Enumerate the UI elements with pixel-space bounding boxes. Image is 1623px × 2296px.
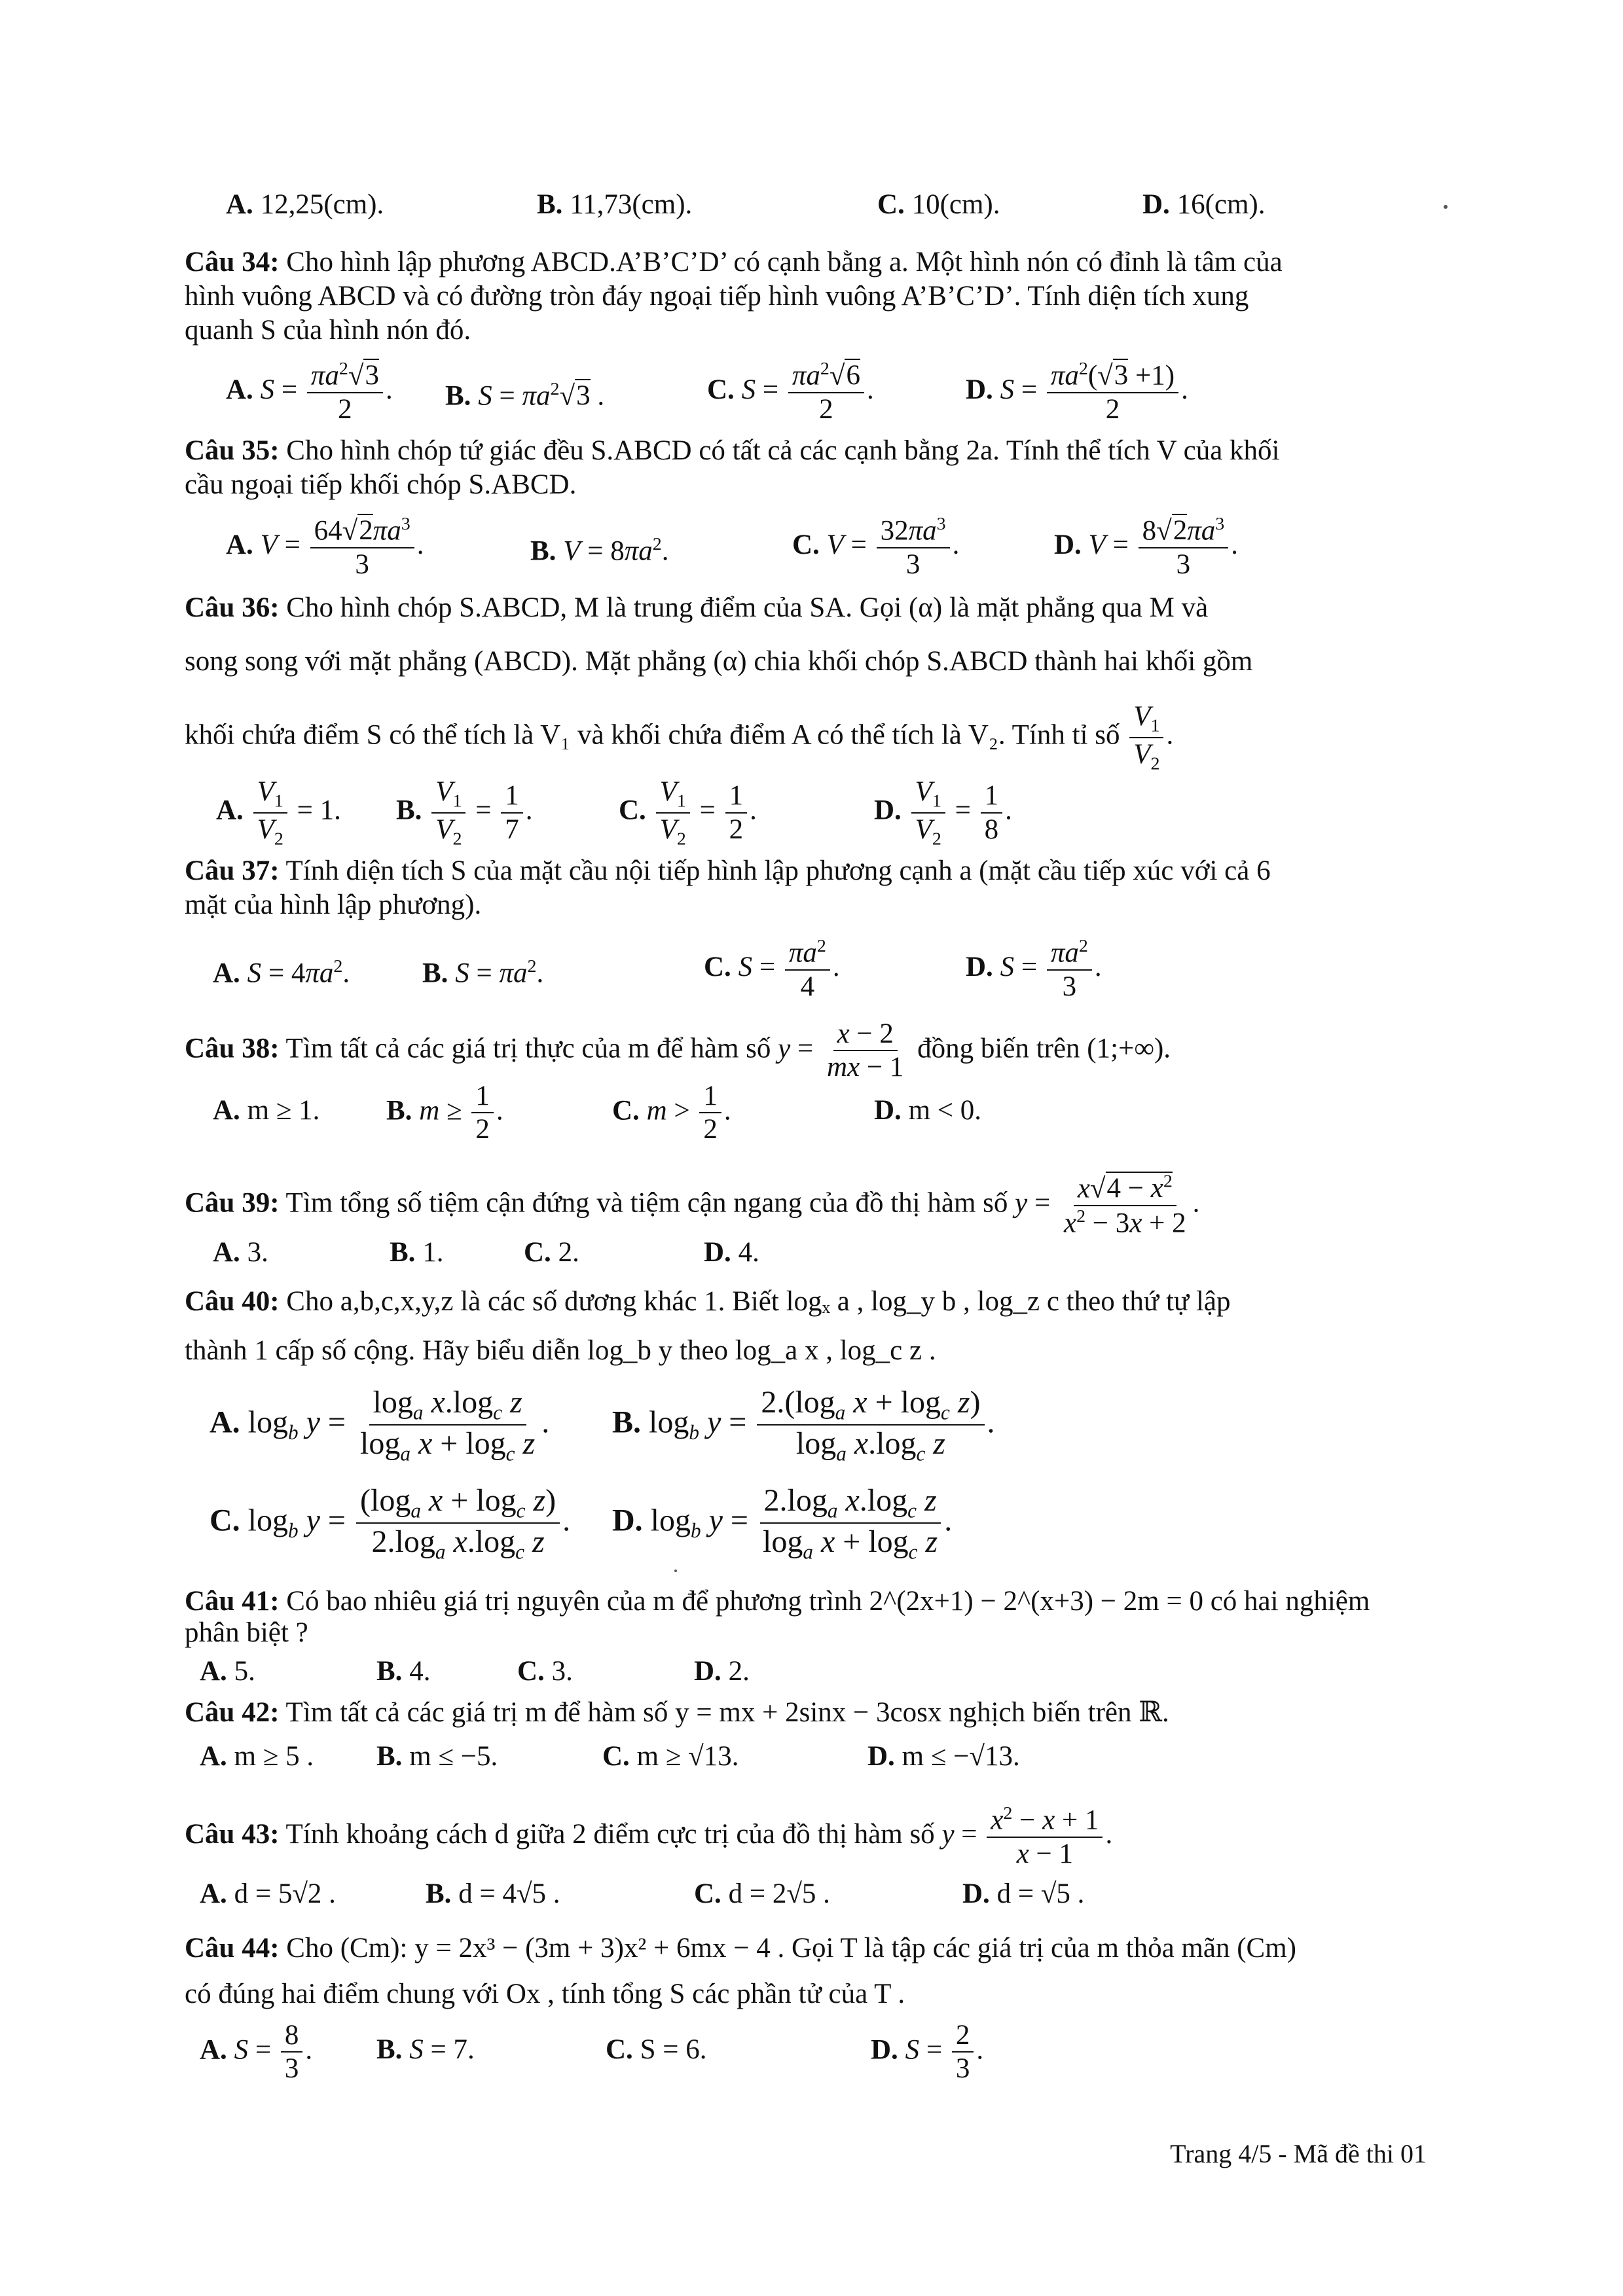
option-text: S = 6. <box>640 2034 707 2065</box>
option-text: m ≥ √13. <box>636 1741 739 1772</box>
option-label: B. <box>445 380 471 412</box>
q37-option-d: D. S = $\frac{\pi a^2}{3}$ . <box>966 936 1102 1002</box>
q41-option-a <box>200 1653 255 1691</box>
option-text: 4. <box>409 1656 431 1687</box>
option-text: m ≥ 5 . <box>234 1741 314 1772</box>
q42-option-a <box>200 1738 314 1776</box>
question-text: Cho (Cm): y = 2x³ − (3m + 3)x² + 6mx − 4 . Gọi T là tập các giá trị của m thỏa mãn (Cm) <box>286 1933 1296 1964</box>
option-label: C. <box>517 1656 545 1687</box>
option-text: 2. <box>728 1656 750 1687</box>
q40-option-c: C. $\log_b y$ = $\frac{(\log_a x + \log_c z)}{2.\log_a x.\log_c z}$ . <box>210 1483 571 1564</box>
question-number: Câu 41: <box>185 1586 280 1617</box>
option-label: D. <box>704 1237 731 1268</box>
question-text: cầu ngoại tiếp khối chóp S.ABCD. <box>185 469 577 500</box>
q34-line-3 <box>185 312 471 350</box>
q38-option-a <box>213 1092 319 1130</box>
question-text: Tìm tất cả các giá trị thực của m để hàm số <box>285 1033 771 1064</box>
option-text: d = 5√2 . <box>234 1878 336 1909</box>
option-label: B. <box>376 2034 403 2065</box>
q44-option-a: A. S = $\frac{8}{3}$ . <box>200 2020 313 2085</box>
question-number: Câu 42: <box>185 1697 280 1728</box>
option-label: C. <box>694 1878 721 1909</box>
question-number: Câu 36: <box>185 592 280 623</box>
question-text: Tìm tổng số tiệm cận đứng và tiệm cận ngang của đồ thị hàm số <box>285 1187 1008 1219</box>
option-label: A. <box>200 1741 227 1772</box>
q35-line-1 <box>185 432 1280 470</box>
option-text: 11,73(cm). <box>570 189 693 220</box>
option-label: B. <box>376 1656 403 1687</box>
option-text: 10(cm). <box>911 189 1000 220</box>
option-text: d = 2√5 . <box>728 1878 830 1909</box>
q38-option-c: C. m > $\frac{1}{2}$ . <box>612 1081 731 1145</box>
q36-option-b: B. $\frac{V_1}{V_2}$ = $\frac{1}{7}$ . <box>396 776 533 850</box>
q41-option-c <box>517 1653 573 1691</box>
option-text: d = √5 . <box>996 1878 1085 1909</box>
option-label: B. <box>426 1878 452 1909</box>
q39-option-d <box>704 1234 759 1272</box>
question-text: phân biệt ? <box>185 1617 308 1648</box>
option-text: 3. <box>551 1656 573 1687</box>
q33-option-c <box>877 186 1000 224</box>
question-number: Câu 39: <box>185 1187 280 1219</box>
q35-line-2 <box>185 466 576 504</box>
q34-line-1 <box>185 243 1283 281</box>
q43-option-d <box>962 1875 1084 1913</box>
q39-option-c <box>524 1234 579 1272</box>
q40-line-2 <box>185 1332 936 1370</box>
question-number: Câu 40: <box>185 1286 280 1317</box>
question-text: thành 1 cấp số cộng. Hãy biểu diễn log_b y theo log_a x , log_c z . <box>185 1335 936 1366</box>
q36-line-2 <box>185 643 1252 681</box>
q37-option-c: C. S = $\frac{\pi a^2}{4}$ . <box>704 936 840 1002</box>
option-label: C. <box>704 951 731 982</box>
option-label: A. <box>200 1878 227 1909</box>
option-label: B. <box>390 1237 416 1268</box>
question-number: Câu 35: <box>185 435 280 466</box>
q35-option-a: A. V = $\frac{64√2\pi a^3}{3}$ . <box>226 514 424 580</box>
question-number: Câu 38: <box>185 1033 280 1064</box>
question-text: Tính khoảng cách d giữa 2 điểm cực trị của đồ thị hàm số <box>285 1818 935 1850</box>
option-label: B. <box>530 535 556 567</box>
q40-option-b: B. $\log_b y$ = $\frac{2.(\log_a x + \log_c z)}{\log_a x.\log_c z}$ . <box>612 1385 995 1466</box>
q36-line-3: khối chứa điểm S có thể tích là V₁ và khối chứa điểm A có thể tích là V₂. Tính tỉ số $\frac{V_1}{V_2}$ . <box>185 701 1174 774</box>
option-text: m ≥ 1. <box>247 1095 320 1126</box>
question-text: Cho hình chóp tứ giác đều S.ABCD có tất cả các cạnh bằng 2a. Tính thể tích V của khối <box>286 435 1280 466</box>
option-text: 4. <box>738 1237 759 1268</box>
option-label: A. <box>210 1405 240 1440</box>
q42-option-c <box>602 1738 739 1776</box>
option-label: B. <box>537 189 563 220</box>
option-label: D. <box>1142 189 1170 220</box>
question-text: song song với mặt phẳng (ABCD). Mặt phẳng (α) chia khối chóp S.ABCD thành hai khối gồm <box>185 646 1253 677</box>
option-text: 12,25(cm). <box>260 189 384 220</box>
option-text: m ≤ −√13. <box>902 1741 1020 1772</box>
option-label: C. <box>524 1237 551 1268</box>
q35-option-d: D. V = $\frac{8√2\pi a^3}{3}$ . <box>1054 514 1238 580</box>
option-label: A. <box>200 1656 227 1687</box>
option-text: 3. <box>247 1237 268 1268</box>
option-text: m < 0. <box>908 1095 982 1126</box>
question-number: Câu 37: <box>185 855 280 886</box>
q42-line-1 <box>185 1694 1169 1732</box>
option-label: A. <box>213 1237 240 1268</box>
question-text: Cho hình chóp S.ABCD, M là trung điểm của SA. Gọi (α) là mặt phẳng qua M và <box>286 592 1209 623</box>
q34-option-c: C. S = $\frac{\pi a^2√6}{2}$ . <box>707 359 874 425</box>
q33-option-b <box>537 186 692 224</box>
q43-line-1: Câu 43: Tính khoảng cách d giữa 2 điểm cực trị của đồ thị hàm số y = $\frac{x^2 - x + 1}{x - 1}$ . <box>185 1803 1113 1869</box>
question-text: hình vuông ABCD và có đường tròn đáy ngoại tiếp hình vuông A’B’C’D’. Tính diện tích xung <box>185 281 1249 312</box>
option-label: C. <box>602 1741 630 1772</box>
q38-option-d <box>874 1092 981 1130</box>
q43-option-b <box>426 1875 560 1913</box>
q43-option-c <box>694 1875 830 1913</box>
scan-speck <box>674 1570 677 1572</box>
option-text: 5. <box>234 1656 255 1687</box>
question-number: Câu 44: <box>185 1933 280 1964</box>
option-text: 1. <box>422 1237 444 1268</box>
option-label: A. <box>213 1095 240 1126</box>
question-text: Tìm tất cả các giá trị m để hàm số y = mx + 2sinx − 3cosx nghịch biến trên ℝ. <box>285 1697 1169 1728</box>
q44-option-b: B. S = 7. <box>376 2034 475 2065</box>
option-label: D. <box>694 1656 721 1687</box>
option-label: A. <box>216 795 244 826</box>
q37-option-b: B. $S = \pi a^2$. <box>422 956 544 989</box>
q44-line-1 <box>185 1929 1296 1967</box>
option-label: B. <box>396 795 422 826</box>
q36-option-d: D. $\frac{V_1}{V_2}$ = $\frac{1}{8}$ . <box>874 776 1012 850</box>
q41-option-d <box>694 1653 750 1691</box>
option-label: B. <box>612 1405 642 1440</box>
q44-line-2 <box>185 1975 905 2013</box>
question-number: Câu 34: <box>185 247 280 278</box>
question-text: khối chứa điểm S có thể tích là V₁ và khối chứa điểm A có thể tích là V₂. Tính tỉ số <box>185 719 1120 751</box>
q38-option-b: B. m ≥ $\frac{1}{2}$ . <box>386 1081 503 1145</box>
option-label: D. <box>1054 529 1082 560</box>
scan-speck <box>1444 205 1448 209</box>
q34-line-2 <box>185 278 1249 315</box>
q35-option-b: B. $V = 8\pi a^2$. <box>530 534 669 567</box>
q40-option-d: D. $\log_b y$ = $\frac{2.\log_a x.\log_c z}{\log_a x + \log_c z}$ . <box>612 1483 953 1564</box>
q37-option-a: A. $S = 4\pi a^2$. <box>213 956 350 989</box>
option-label: A. <box>200 2034 227 2066</box>
option-label: D. <box>874 1095 902 1126</box>
q34-option-d: D. S = $\frac{\pi a^2(√3 +1)}{2}$ . <box>966 359 1188 425</box>
option-label: D. <box>874 795 902 826</box>
question-text: Có bao nhiêu giá trị nguyên của m để phương trình 2^(2x+1) − 2^(x+3) − 2m = 0 có hai nghiệm <box>286 1586 1370 1617</box>
option-label: B. <box>422 958 448 989</box>
q39-option-a <box>213 1234 268 1272</box>
option-label: D. <box>871 2034 898 2066</box>
option-label: D. <box>867 1741 895 1772</box>
option-text: d = 4√5 . <box>458 1878 560 1909</box>
q36-option-a: A. $\frac{V_1}{V_2}$ = 1. <box>216 776 341 850</box>
option-label: C. <box>619 795 646 826</box>
option-text: 16(cm). <box>1176 189 1266 220</box>
q38-line-1: Câu 38: Tìm tất cả các giá trị thực của m để hàm số y = $\frac{x - 2}{mx - 1}$ đồng biến trên (1;+∞). <box>185 1018 1171 1083</box>
page-footer: Trang 4/5 - Mã đề thi 01 <box>1170 2139 1427 2168</box>
option-label: B. <box>376 1741 403 1772</box>
q34-option-a: A. S = $\frac{\pi a^2√3}{2}$ . <box>226 359 393 425</box>
option-label: A. <box>226 529 253 560</box>
q33-option-d <box>1142 186 1265 224</box>
q42-option-d <box>867 1738 1020 1776</box>
option-label: D. <box>962 1878 990 1909</box>
option-text: m ≤ −5. <box>409 1741 498 1772</box>
option-label: D. <box>966 951 993 982</box>
option-label: A. <box>226 374 253 405</box>
q43-option-a <box>200 1875 336 1913</box>
option-label: C. <box>792 529 820 560</box>
q41-line-1 <box>185 1583 1370 1621</box>
q41-option-b <box>376 1653 430 1691</box>
question-text: có đúng hai điểm chung với Ox , tính tổng S các phần tử của T . <box>185 1979 905 2009</box>
option-label: D. <box>612 1503 643 1538</box>
question-text: Cho a,b,c,x,y,z là các số dương khác 1. Biết logₓ a , log_y b , log_z c theo thứ tự lập <box>286 1286 1231 1317</box>
q39-line-1: Câu 39: Tìm tổng số tiệm cận đứng và tiệm cận ngang của đồ thị hàm số y = $\frac{x√4 - x^2}{x^2 - 3x + 2}$ . <box>185 1172 1200 1239</box>
question-text: quanh S của hình nón đó. <box>185 315 471 346</box>
option-text: 2. <box>558 1237 579 1268</box>
q37-line-2 <box>185 886 481 924</box>
q41-line-2 <box>185 1614 308 1652</box>
q36-option-c: C. $\frac{V_1}{V_2}$ = $\frac{1}{2}$ . <box>619 776 757 850</box>
question-text: mặt của hình lập phương). <box>185 889 482 920</box>
question-text: Cho hình lập phương ABCD.A’B’C’D’ có cạnh bằng a. Một hình nón có đỉnh là tâm của <box>286 247 1283 278</box>
option-label: A. <box>213 958 240 989</box>
q44-option-c <box>606 2031 706 2069</box>
q34-option-b: B. $S = \pi a^2√3$ . <box>445 379 605 412</box>
q35-option-c: C. V = $\frac{32\pi a^3}{3}$ . <box>792 514 960 580</box>
option-label: C. <box>210 1503 240 1538</box>
option-label: C. <box>606 2034 633 2065</box>
q33-option-a <box>226 186 384 224</box>
question-text: đồng biến trên (1;+∞). <box>917 1033 1171 1064</box>
q40-option-a: A. $\log_b y$ = $\frac{\log_a x.\log_c z}{\log_a x + \log_c z}$ . <box>210 1385 550 1466</box>
option-label: D. <box>966 374 993 405</box>
q39-option-b <box>390 1234 443 1272</box>
q40-line-1 <box>185 1283 1230 1321</box>
option-label: C. <box>877 189 905 220</box>
question-number: Câu 43: <box>185 1818 280 1850</box>
option-label: A. <box>226 189 253 220</box>
q42-option-b <box>376 1738 498 1776</box>
option-label: B. <box>386 1095 412 1126</box>
q44-option-d: D. S = $\frac{2}{3}$ . <box>871 2020 984 2085</box>
option-label: C. <box>612 1095 640 1126</box>
option-label: C. <box>707 374 735 405</box>
question-text: Tính diện tích S của mặt cầu nội tiếp hình lập phương cạnh a (mặt cầu tiếp xúc với cả 6 <box>285 855 1271 886</box>
q36-line-1 <box>185 589 1208 627</box>
q37-line-1 <box>185 852 1271 890</box>
